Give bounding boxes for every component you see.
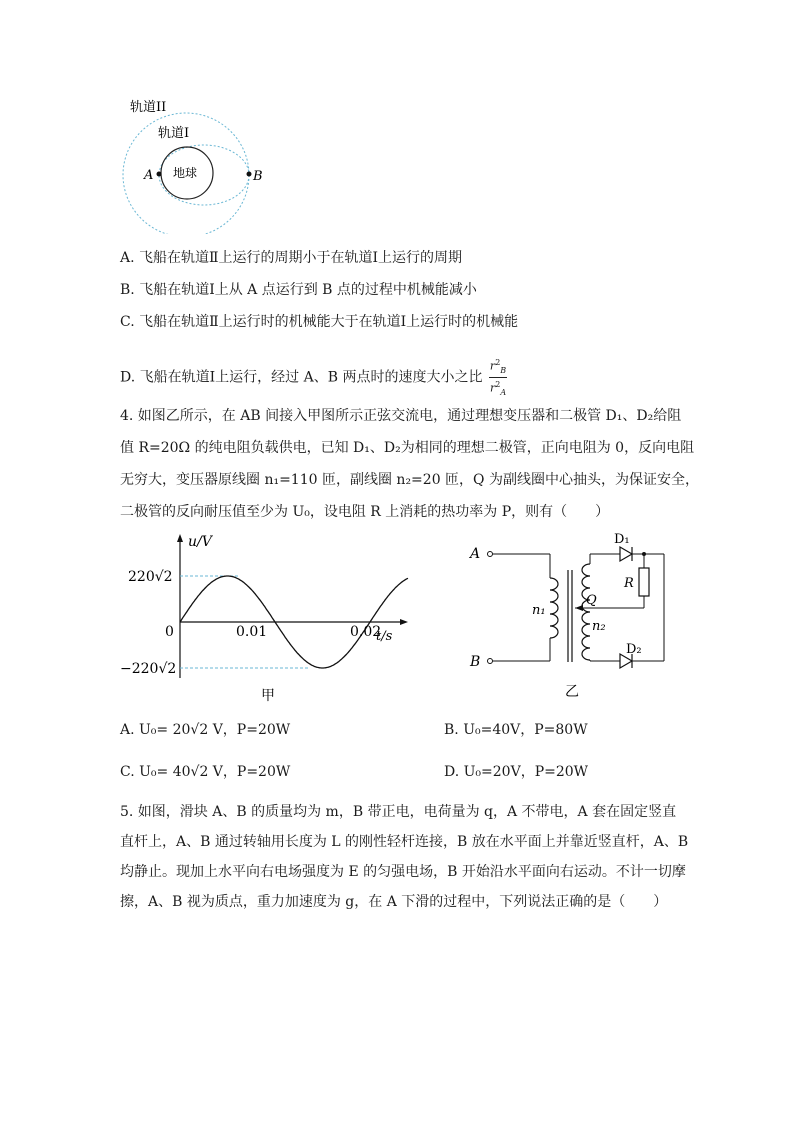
y-top-label: 220√2 [128,569,173,585]
circuit-diagram [468,530,688,705]
x-axis-arrow [400,619,408,625]
d2-label: D₂ [626,642,642,657]
point-b-label: B [253,169,263,184]
origin-label: 0 [165,624,174,640]
n1-label: n₁ [532,603,546,618]
q5-line-3: 均静止。现加上水平向右电场强度为 E 的匀强电场，B 开始沿水平面向右运动。不计一切摩 [120,864,686,880]
q4-line-2: 值 R=20Ω 的纯电阻负载供电，已知 D₁、D₂为相同的理想二极管，正向电阻为 0，反向电阻 [120,440,695,456]
sine-graph [118,530,418,705]
q5-line-4: 擦，A、B 视为质点，重力加速度为 g，在 A 下滑的过程中，下列说法正确的是（ ） [120,894,668,910]
y-bottom-label: −220√2 [120,661,177,677]
q5-line-2: 直杆上，A、B 通过转轴用长度为 L 的刚性轻杆连接，B 放在水平面上并靠近竖直杆，A、B [120,834,689,850]
q5-line-1: 5. 如图，滑块 A、B 的质量均为 m，B 带正电，电荷量为 q，A 不带电，A 套在固定竖直 [120,804,677,820]
q4-line-4: 二极管的反向耐压值至少为 U₀，设电阻 R 上消耗的热功率为 P，则有（ ） [120,504,610,520]
tick-0.02: 0.02 [350,624,382,640]
q3-option-a: A. 飞船在轨道Ⅱ上运行的周期小于在轨道Ⅰ上运行的周期 [120,250,463,266]
q4-option-a: A. U₀= 20√2 V，P=20W [120,722,291,738]
q3-option-c: C. 飞船在轨道Ⅱ上运行时的机械能大于在轨道Ⅰ上运行时的机械能 [120,314,519,330]
point-a-dot [157,172,162,177]
circuit-caption: 乙 [565,684,579,700]
earth-label: 地球 [173,166,198,180]
x-axis-label: t/s [376,629,393,644]
q4-line-1: 4. 如图乙所示，在 AB 间接入甲图所示正弦交流电，通过理想变压器和二极管 D₁、D₂给阻 [120,408,682,424]
resistor-r [639,568,649,596]
tick-0.01: 0.01 [236,624,268,640]
terminal-b [488,659,493,664]
d1-label: D₁ [614,532,630,547]
q3-option-d [120,356,507,399]
n2-label: n₂ [592,619,606,634]
q4-option-c: C. U₀= 40√2 V，P=20W [120,764,291,780]
q4-option-d: D. U₀=20V，P=20W [444,764,589,780]
q4-option-b: B. U₀=40V，P=80W [444,722,588,738]
terminal-a-label: A [470,546,481,562]
orbit2-label: 轨道II [130,100,167,115]
orbit1-label: 轨道I [158,126,190,141]
ratio-fraction [489,356,507,399]
q3-option-d-text: D. 飞船在轨道Ⅰ上运行，经过 A、B 两点时的速度大小之比 [120,369,483,386]
primary-coil [550,578,558,638]
q-label: Q [586,593,597,608]
terminal-b-label: B [470,654,481,670]
y-axis-arrow [177,534,183,542]
q3-option-b: B. 飞船在轨道Ⅰ上从 A 点运行到 B 点的过程中机械能减小 [120,282,477,298]
secondary-coil [582,564,590,660]
point-a-label: A [144,168,154,183]
fraction-numerator: $r^2_B$ [489,356,507,378]
orbit-figure [118,94,278,234]
graph-caption: 甲 [261,688,275,704]
q4-line-3: 无穷大，变压器原线圈 n₁=110 匝，副线圈 n₂=20 匝，Q 为副线圈中心抽头，为保证安全， [120,472,699,488]
r-label: R [624,576,634,591]
y-axis-label: u/V [188,534,212,550]
terminal-a [488,552,493,557]
diode-d1 [620,547,632,561]
point-b-dot [247,172,252,177]
fraction-denominator: $r^2_A$ [489,379,507,397]
center-tap-arrow [575,605,583,611]
